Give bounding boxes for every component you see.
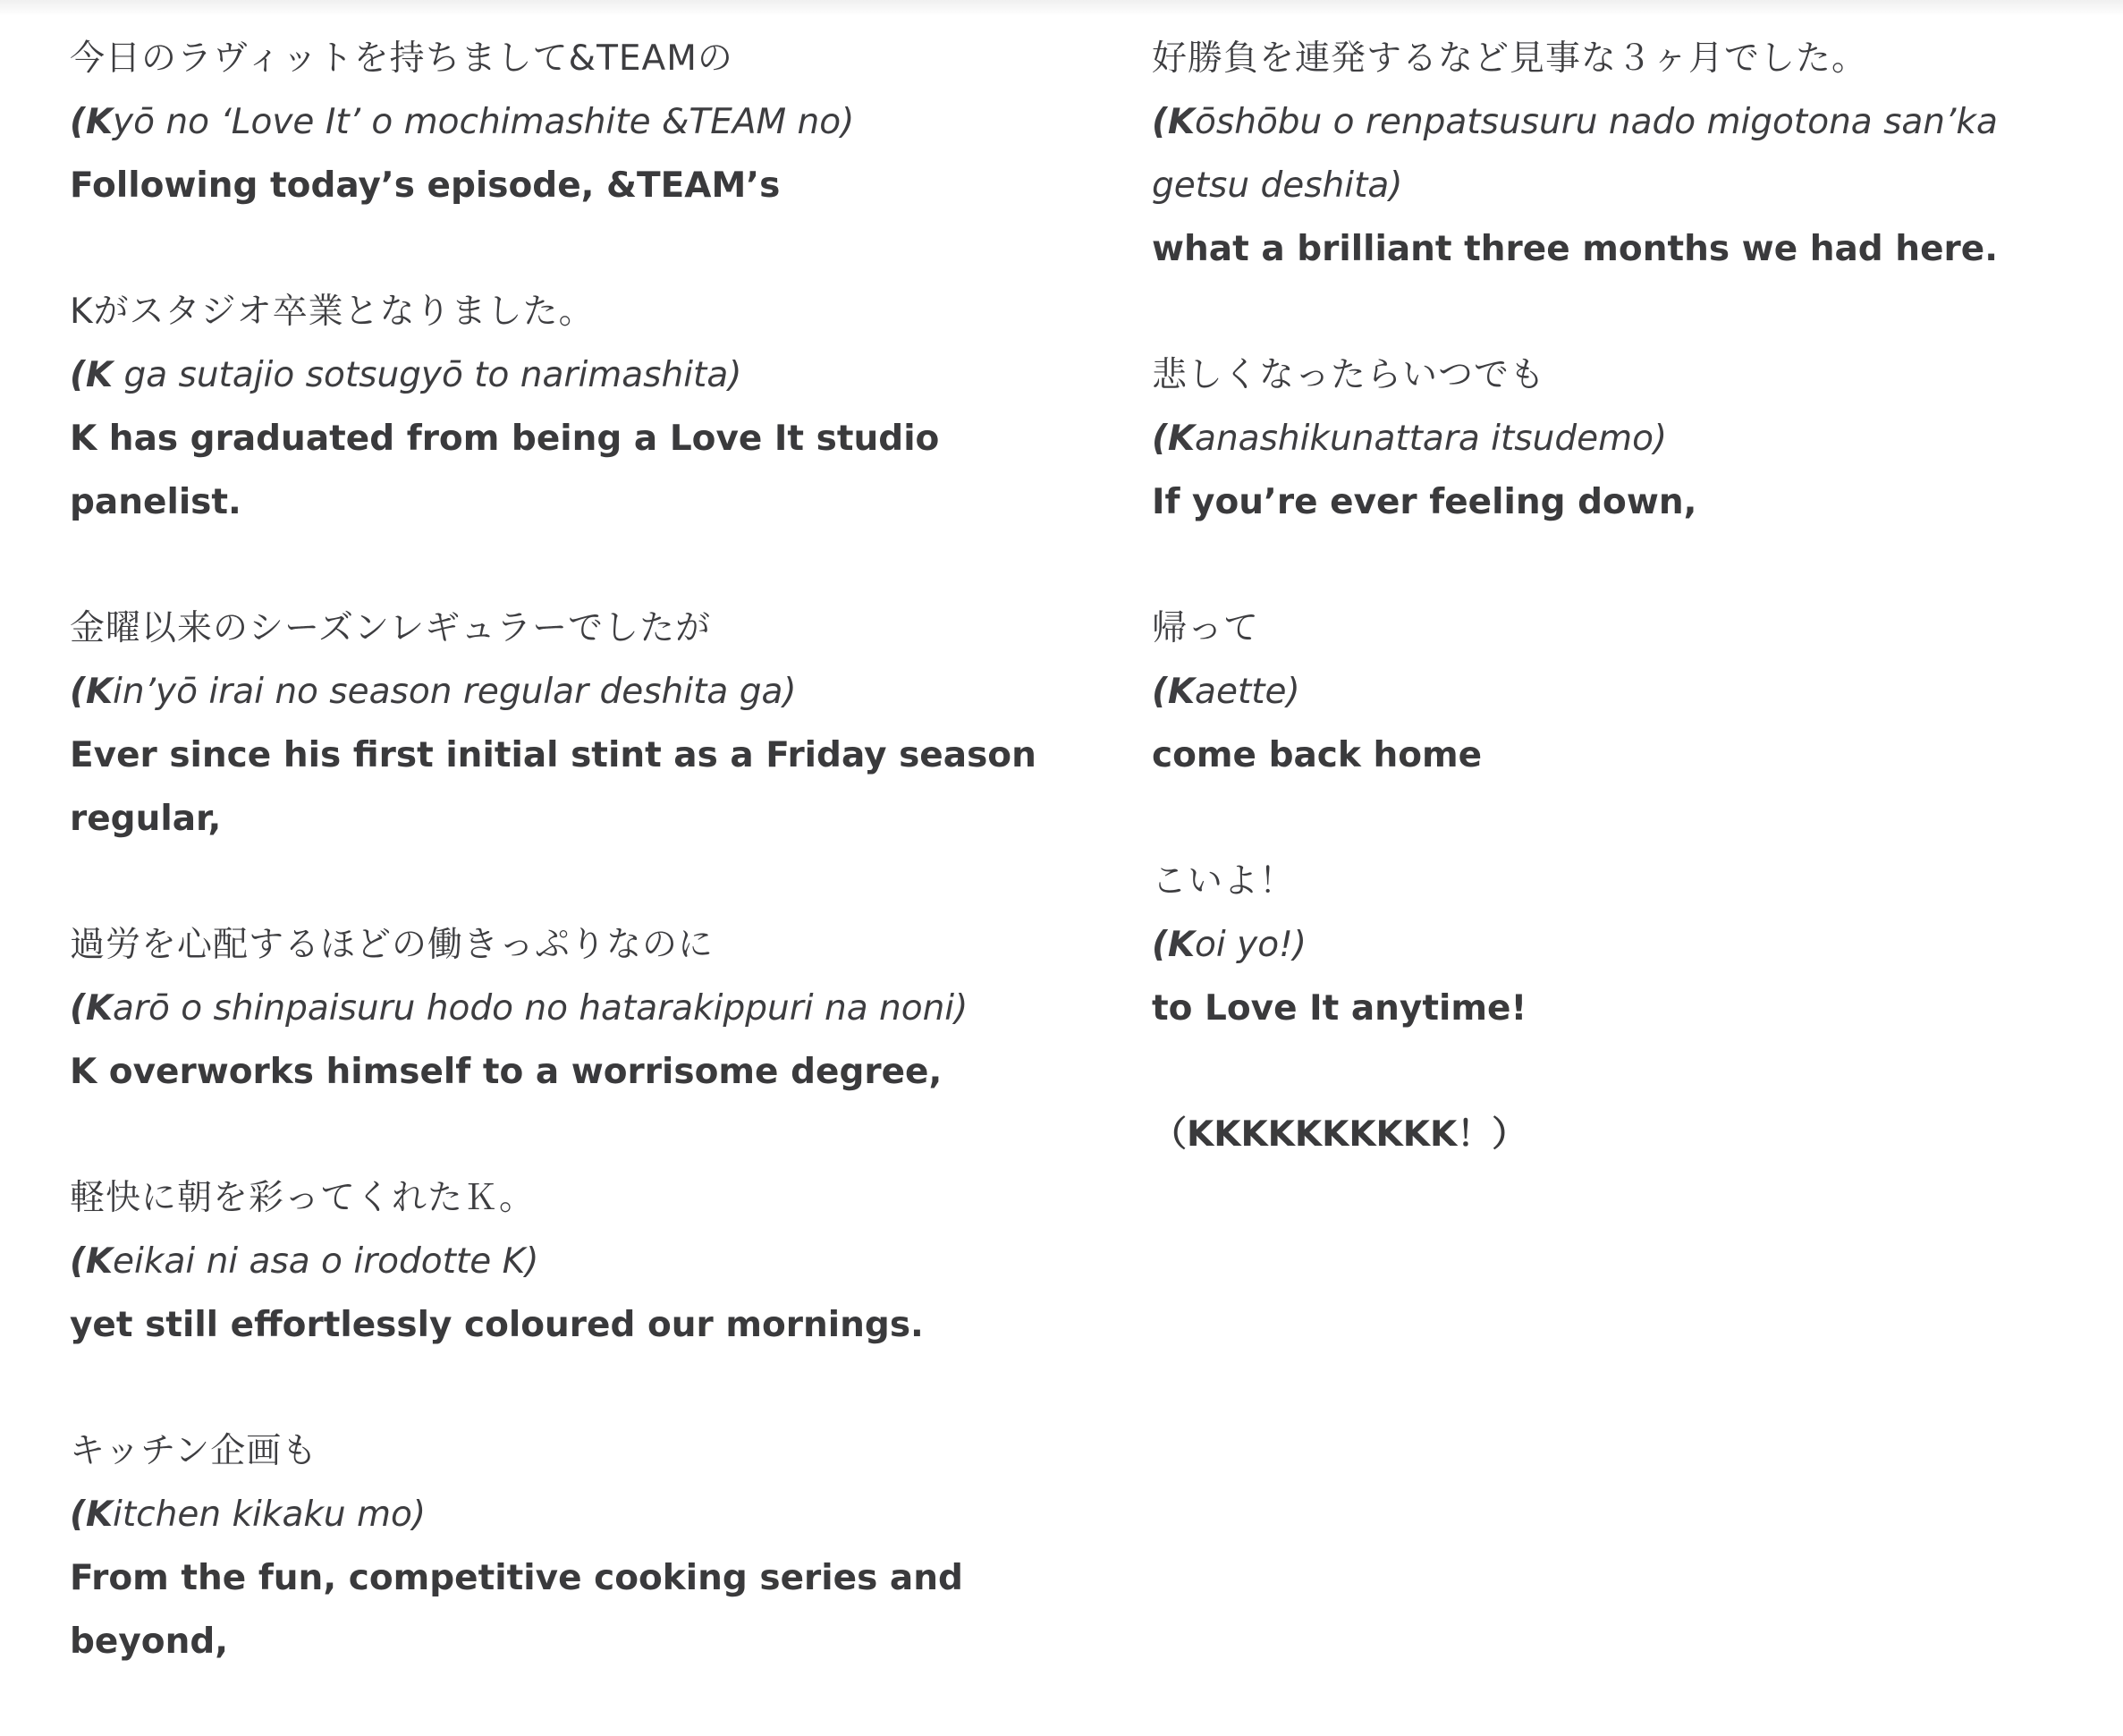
romaji-line — [70, 343, 1071, 407]
romaji-initial: (K — [70, 672, 114, 712]
japanese-line: こいよ！ — [1152, 861, 1296, 902]
stanza-3 — [70, 597, 1071, 851]
stanza-closing — [1152, 1103, 2082, 1166]
romaji-text: oi yo!) — [1195, 925, 1307, 965]
japanese-line: 悲しくなったらいつでも — [1152, 355, 1546, 395]
stanza-10 — [1152, 850, 2082, 1040]
english-line: panelist. — [70, 482, 241, 522]
japanese-line: Kがスタジオ卒業となりました。 — [70, 292, 595, 332]
romaji-line — [1152, 913, 2082, 977]
japanese-line: 過労を心配するほどの働きっぷりなのに — [70, 925, 715, 965]
romaji-line — [70, 1230, 1071, 1293]
romaji-text: aette) — [1195, 672, 1300, 712]
romaji-initial: (K — [1152, 419, 1196, 459]
romaji-initial: (K — [70, 102, 114, 142]
left-column — [70, 27, 1071, 1736]
romaji-line — [70, 660, 1071, 724]
romaji-initial: (K — [1152, 102, 1196, 142]
romaji-text: arō o shinpaisuru hodo no hatarakippuri na noni) — [113, 988, 968, 1029]
romaji-text: anashikunattara itsudemo) — [1195, 419, 1668, 459]
english-line: From the fun, competitive cooking series and — [70, 1558, 963, 1598]
romaji-text: itchen kikaku mo) — [113, 1495, 427, 1535]
romaji-initial: (K — [70, 1241, 114, 1282]
stanza-4 — [70, 913, 1071, 1104]
romaji-line — [70, 977, 1071, 1040]
romaji-text: in’yō irai no season regular deshita ga) — [113, 672, 797, 712]
right-column — [1152, 27, 2082, 1229]
romaji-initial: (K — [70, 1495, 114, 1535]
romaji-line — [70, 90, 1071, 154]
romaji-text: ōshōbu o renpatsusuru nado migotona san’ka — [1195, 102, 1998, 142]
romaji-text: ga sutajio sotsugyō to narimashita) — [113, 355, 742, 395]
japanese-line: キッチン企画も — [70, 1431, 318, 1471]
japanese-line: 好勝負を連発するなど見事な３ヶ月でした。 — [1152, 38, 1868, 79]
romaji-initial: (K — [70, 988, 114, 1029]
japanese-line: 帰って — [1152, 608, 1260, 648]
romaji-text: yō no ‘Love It’ o mochimashite &TEAM no) — [113, 102, 855, 142]
romaji-line — [1152, 407, 2082, 470]
romaji-initial: (K — [1152, 672, 1196, 712]
romaji-initial: (K — [1152, 925, 1196, 965]
japanese-line: 今日のラヴィットを持ちまして&TEAMの — [70, 38, 733, 79]
english-line: to Love It anytime! — [1152, 988, 1527, 1029]
english-line: beyond, — [70, 1622, 229, 1662]
stanza-5 — [70, 1166, 1071, 1357]
romaji-line-continued: getsu deshita) — [1152, 165, 1403, 206]
stanza-6 — [70, 1419, 1071, 1673]
romaji-text: eikai ni asa o irodotte K) — [113, 1241, 539, 1282]
english-line: K overworks himself to a worrisome degree, — [70, 1052, 943, 1092]
stanza-9 — [1152, 597, 2082, 787]
english-line: what a brilliant three months we had here. — [1152, 229, 1999, 269]
stanza-7 — [1152, 27, 2082, 281]
stanza-1 — [70, 27, 1071, 217]
stanza-8 — [1152, 343, 2082, 534]
stanza-2 — [70, 280, 1071, 534]
romaji-line — [1152, 660, 2082, 724]
japanese-line: 金曜以来のシーズンレギュラーでしたが — [70, 608, 712, 648]
romaji-initial: (K — [70, 355, 114, 395]
english-line: Ever since his first initial stint as a Friday season — [70, 735, 1036, 775]
japanese-line: 軽快に朝を彩ってくれたＫ。 — [70, 1178, 536, 1218]
english-line: regular, — [70, 799, 222, 839]
romaji-line — [1152, 90, 2082, 154]
top-shadow — [0, 0, 2123, 16]
romaji-line — [70, 1483, 1071, 1546]
english-line: yet still effortlessly coloured our mornings. — [70, 1305, 924, 1345]
closing-line: （KKKKKKKKKK！） — [1152, 1114, 1527, 1155]
english-line: come back home — [1152, 735, 1483, 775]
english-line: K has graduated from being a Love It studio — [70, 419, 940, 459]
english-line: If you’re ever feeling down, — [1152, 482, 1697, 522]
english-line: Following today’s episode, &TEAM’s — [70, 165, 781, 206]
